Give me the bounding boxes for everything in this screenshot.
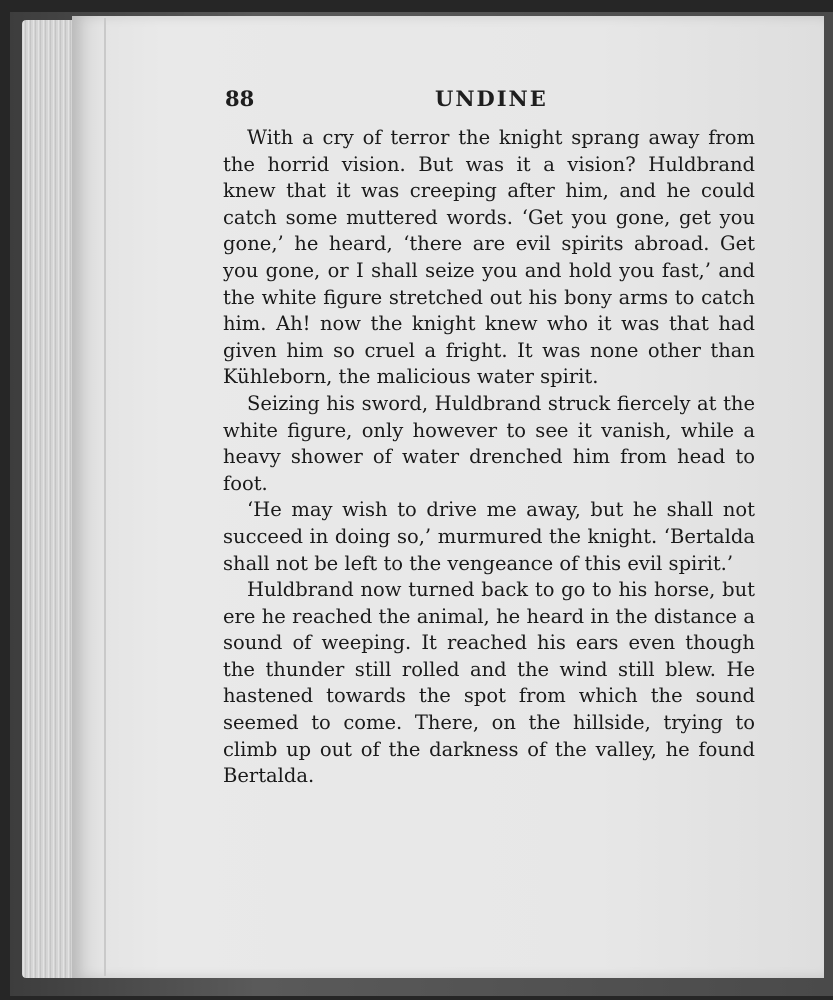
paragraph: With a cry of terror the knight sprang away from the horrid vision. But was it a vision? Huldbrand knew that it was creeping after him, and he could catch some muttered words. ‘Get you gone, get you gone,’ he heard, ‘there are evil spirits abroad. Get you gone, or I shall seize you and hold you fast,’ and the white figure stretched out his bony arms to catch him. Ah! now the knight knew who it was that had given him so cruel a fright. It was none other than Kühleborn, the malicious water spirit. — [223, 126, 755, 389]
paragraph: ‘He may wish to drive me away, but he shall not succeed in doing so,’ murmured the knight. ‘Bertalda shall not be left to the vengeance of this evil spirit.’ — [223, 498, 755, 575]
page-header — [225, 86, 755, 116]
page-number: 88 — [225, 86, 255, 111]
paragraph: Huldbrand now turned back to go to his horse, but ere he reached the animal, he heard in the distance a sound of weeping. It reached his ears even though the thunder still rolled and the wind still blew. He hastened towards the spot from which the sound seemed to come. There, on the hillside, trying to climb up out of the darkness of the valley, he found Bertalda. — [223, 578, 755, 788]
paragraph: Seizing his sword, Huldbrand struck fiercely at the white figure, only however to see it vanish, while a heavy shower of water drenched him from head to foot. — [223, 391, 755, 495]
body-text — [223, 125, 755, 790]
page-gutter — [104, 18, 106, 976]
running-title: UNDINE — [435, 86, 548, 111]
